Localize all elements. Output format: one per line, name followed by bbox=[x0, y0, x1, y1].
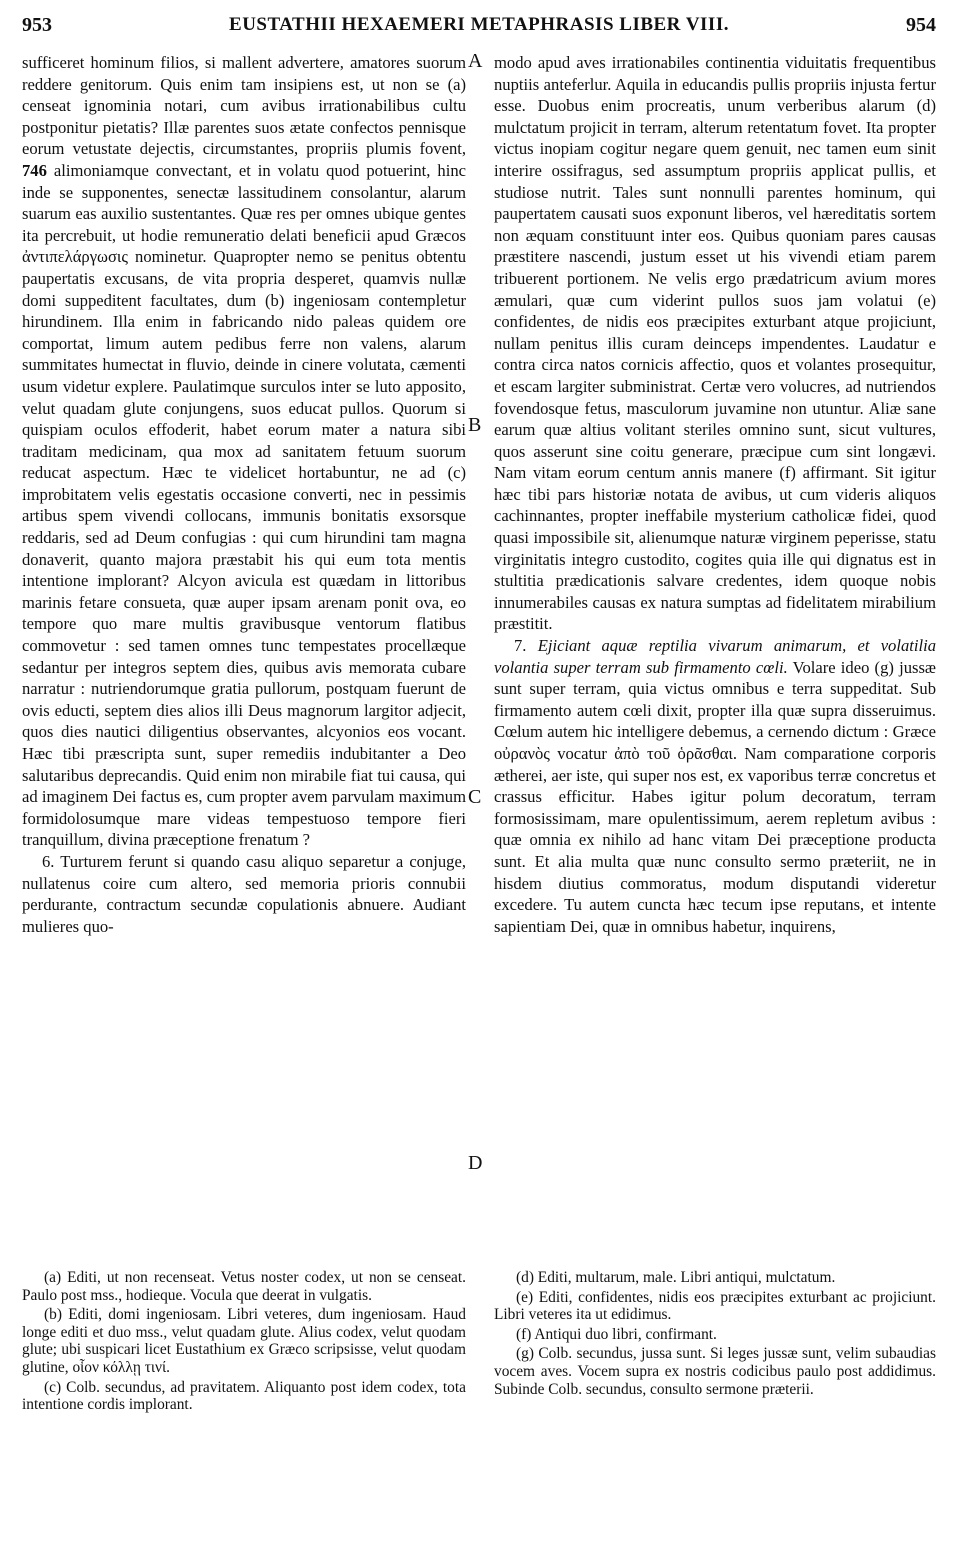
scripture-quote: Ejiciant aquæ reptilia vivarum animarum, et volatilia volantia super terram sub firmamento cœli. bbox=[494, 636, 937, 677]
footnote-d: (d) Editi, multarum, male. Libri antiqui, mulctatum. bbox=[516, 1269, 836, 1286]
page-number-right: 954 bbox=[906, 14, 936, 36]
footnotes-left bbox=[22, 1269, 466, 1416]
margin-marker-a: A bbox=[468, 50, 483, 72]
left-paragraph bbox=[22, 52, 466, 851]
footnote-g: (g) Colb. secundus, jussa sunt. Si leges jussæ sunt, velim subaudias vocem aves. Vocem supra ex nostris codicibus paulo post addidimus. Subinde Colb. secundus, consulto sermone præterii. bbox=[494, 1345, 936, 1398]
column-number-badge: 746 bbox=[22, 160, 47, 180]
left-paragraph-text-2: alimoniamque convectant, et in volatu quod potuerint, hinc inde se supponentes, senectæ lassitudinem consolantur, alarum suarum eas auxilio sustentantes. Quæ res per omnes ubique gentes ita percrebuit, ut hodie remuneratio delati beneficii apud Græcos ἀντιπελάργωσις nominetur. Quapropter nemo se penitus obtentu paupertatis excusans, de vita propria desperet, quamvis nullæ domi suppeditent facultates, dum (b) ingeniosam contempletur hirundinem. Illa enim in fabricando nido paleas quidem ore comportat, limum autem pedibus ferre non valens, alarum summitates humectat in fluvio, deinde in cinere volutata, cæmenti usum videtur explere. Paulatimque surculos inter se luto apposito, velut quadam glute conjungens, suos educat pullos. Quorum si quispiam oculos effoderit, habet eorum mater a natura sibi traditam medicinam, qua mox ad sanitatem fetuum suorum reducat aspectum. Hæc te videlicet hortabuntur, ne ad (c) improbitatem velis egestatis occasione converti, nec in pessimis artibus spem vivendi collocans, immunis bonitatis exsorsque reddaris, sed ad Deum confugias : qui cum hirundini tam magna donaverit, quanto majora præstabit his qui eum tota mentis intentione implorant? Alcyon avicula est quædam in littoribus marinis fetare consueta, quæ auper ipsam arenam ponit ova, eo tempore quo mare multis gravibusque ventorum flatibus commovetur : sed tamen omnes tunc tempestates procellæque sedantur per integros septem dies, quibus avis memorata cubare narratur : nutriendorumque gratia pullorum, postquam fuerunt de ovis educti, septem dies alios illi Deus magnorum largitor adjecit, quos dies nautici diligentius observantes, alcyonios eos vocant. Hæc tibi præscripta sunt, super remediis indubitanter a Deo salutaribus deprecandis. Quid enim non mirabile fiat tui causa, qui ad imaginem Dei factus es, cum propter avem parvulam maximum formidolosumque mare videas tempestuoso tempore fieri tranquillum, divina præceptione frenatum ? bbox=[22, 160, 466, 850]
footnote-a: (a) Editi, ut non recenseat. Vetus noster codex, ut non se censeat. Paulo post mss., hodieque. Vocula que deerat in vulgatis. bbox=[22, 1269, 466, 1304]
margin-marker-b: B bbox=[468, 414, 482, 436]
page-number-left: 953 bbox=[22, 14, 52, 36]
left-paragraph-6: 6. Turturem ferunt si quando casu aliquo separetur a conjuge, nullatenus coire cum altero, sed memoria prioris connubii perdurante, contractum secundæ copulationis abnuere. Audiant mulieres quo- bbox=[22, 851, 466, 936]
paragraph-number: 7. bbox=[514, 636, 527, 656]
footnote-e: (e) Editi, confidentes, nidis eos præcipites exturbant ac projiciunt. Libri veteres ita ut edidimus. bbox=[494, 1288, 936, 1324]
right-paragraph: modo apud aves irrationabiles continentia viduitatis frequentibus nuptiis anteferlur. Aquila in educandis pullis propriis injusta fertur esse. Duobus enim procreatis, unum verberibus alarum (d) mulctatum projicit in terram, alterum retentatum fovet. Ita propter victus inopiam cogitur negare quem genuit, nec tamen eum sinit interire ossifragus, sed assumptum propriis applicat pullis, et studiose nutrit. Tales sunt nonnulli parentes hominum, qui paupertatem causati suos exponunt liberos, vel hæreditatis sortem non æquam constituunt inter eos. Quibus quoniam pares causas præstitere nascendi, justum esset ut his vivendi etiam parem tribuerent portionem. Ne velis ergo prædatricum avium mores æmulari, quæ cum viderint pullos suos jam volatui (e) confidentes, de nidis eos præcipites exturbant atque projiciunt, nullam penitus illis curam deinceps impendentes. Laudatur e contra circa natos cornicis affectio, quos et volantes prosequitur, et escam largiter subministrat. Certæ vero volucres, ad nutriendos fovendosque fetus, masculorum juvamine non utuntur. Aliæ sane earum quæ altius volitant steriles omnino sunt, sicut vultures, quos asserunt sine coitu generare, præcipue cum sint longævi. Nam vitam eorum centum annis manere (f) affirmant. Sit igitur hæc tibi pars historiæ notata de avibus, ut cum videris aliquos cachinnantes, propter ineffabile mysterium catholicæ fidei, quod quasi impossibile sit, alienumque naturæ virginem peperisse, statu virginitatis integro custodito, cogites quia ille qui dignatus est in stultitia prædicationis salvare credentes, idem quoque nobis innumerabiles causas ex natura sumptas ad fidelitatem mirabilium præstitit. bbox=[494, 53, 936, 634]
footnote-c: (c) Colb. secundus, ad pravitatem. Aliquanto post idem codex, tota intentione cordis implorant. bbox=[22, 1378, 466, 1414]
margin-marker-c: C bbox=[468, 786, 482, 808]
footnotes-right bbox=[494, 1269, 936, 1400]
page-header bbox=[22, 14, 936, 44]
left-text-column bbox=[22, 52, 466, 937]
margin-marker-d: D bbox=[468, 1152, 483, 1174]
running-title: EUSTATHII HEXAEMERI METAPHRASIS LIBER VIII. bbox=[229, 14, 729, 35]
right-paragraph-7 bbox=[494, 635, 936, 937]
right-paragraph-7-text: Volare ideo (g) jussæ sunt super terram, quia victus omnibus e terra suppeditat. Sub firmamento autem cœli dixit, propter illa quæ supra disseruimus. Cœlum autem hic intelligere debemus, a cernendo dictum : Græce οὐρανὸς vocatur ἀπὸ τοῦ ὁρᾶσθαι. Nam comparatione corporis ætherei, aer iste, qui super nos est, ex vaporibus terræ concretus et crassus efficitur. Habes igitur polum decoratum, terram formosissimam, mare opulentissimum, aerem repletum avibus : quæ omnia ex nihilo ad hanc vitam Dei præceptione producta sunt. Et alia multa quæ nunc consulto sermo præteriit, ne in hisdem diutius commoratus, modum disputandi videretur excedere. Tu autem cuncta hæc tecum ipse reputans, et intente sapientiam Dei, quæ in omnibus habetur, inquirens, bbox=[494, 657, 936, 936]
footnote-f: (f) Antiqui duo libri, confirmant. bbox=[516, 1325, 717, 1343]
left-paragraph-text-1: sufficeret hominum filios, si mallent advertere, amatores suorum reddere genitorum. Quis enim tam insipiens est, ut non se (a) censeat ignominia notari, cum avibus irrationabilibus cultu postponitur pietatis? Illæ parentes suos ætate confectos pennisque eorum vetustate dejectis, circumstantes, propriis plumis fovent, bbox=[22, 53, 466, 159]
footnote-b: (b) Editi, domi ingeniosam. Libri veteres, dum ingeniosam. Haud longe editi et duo mss., velut quadam glute. Alius codex, velut quodam glute; ubi suspicari licet Eustathium ex Græco scripsisse, velut quodam glutine, οἷον κόλλῃ τινί. bbox=[22, 1306, 466, 1376]
right-text-column bbox=[494, 52, 936, 937]
